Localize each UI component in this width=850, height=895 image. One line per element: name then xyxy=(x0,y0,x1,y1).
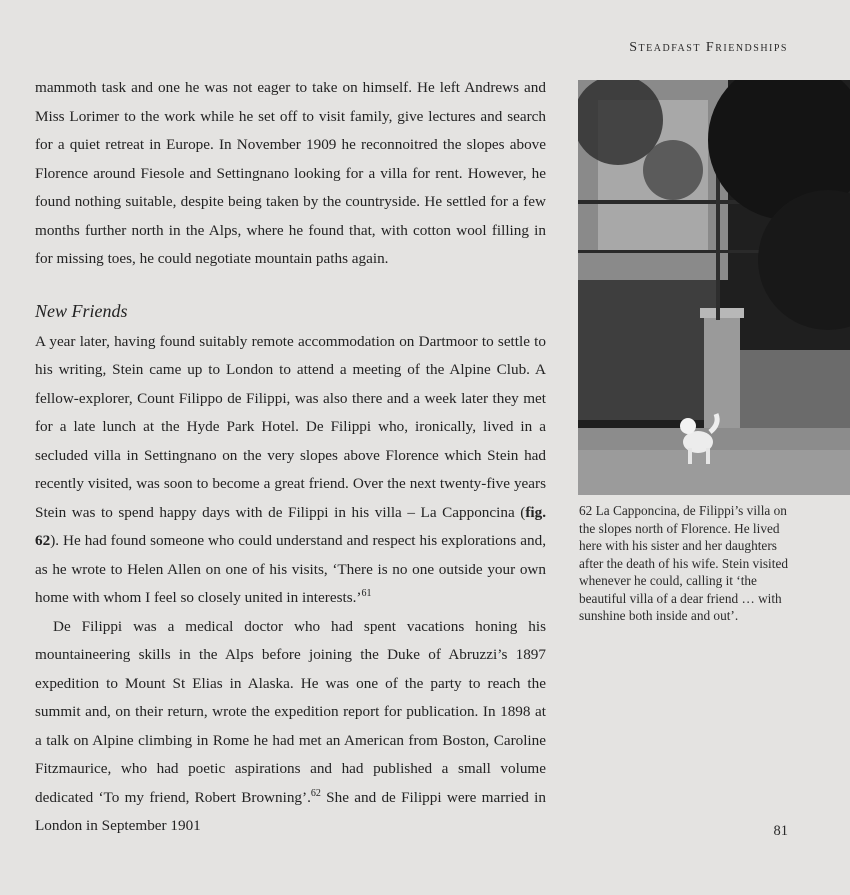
body-text xyxy=(35,74,546,841)
page-number: 81 xyxy=(773,823,788,839)
figure-reference: fig. 62 xyxy=(35,503,546,549)
paragraph-3-text-b: She and de Filippi were married in London in September 1901 xyxy=(35,788,546,834)
endnote-62: 62 xyxy=(310,787,321,799)
paragraph-3-text-a: De Filippi was a medical doctor who had spent vacations honing his mountaineering skills in the Alps before joining the Duke of Abruzzi’s 1897 expedition to Mount St Elias in Alaska. He was one of the party to reach the summit and, on their return, wrote the expedition report for publication. In 1898 at a talk on Alpine climbing in Rome he had met an American from Boston, Caroline Fitzmaurice, who had poetic aspirations and had published a small volume dedicated ‘To my friend, Robert Browning’. xyxy=(35,617,546,806)
villa-photograph xyxy=(578,80,850,495)
paragraph-3 xyxy=(35,613,546,841)
paragraph-2-text-a: A year later, having found suitably remote accommodation on Dartmoor to settle to his writing, Stein came up to London to attend a meeting of the Alpine Club. A fellow-explorer, Count Filippo de Filippi, was also there and a week later they met for a late lunch at the Hyde Park Hotel. De Filippi who, ironically, lived in a secluded villa in Settingnano on the very slopes above Florence which Stein had recently visited, was soon to become a great friend. Over the next twenty-five years Stein was to spend happy days with de Filippi in his villa – La Capponcina ( xyxy=(35,332,546,521)
paragraph-2-text-b: ). He had found someone who could understand and respect his explorations and, as he wrote to Helen Allen on one of his visits, ‘There is no one outside your own home with whom I feel so closely united in interests.’ xyxy=(35,532,546,606)
paragraph-2 xyxy=(35,328,546,613)
paragraph-1: mammoth task and one he was not eager to take on himself. He left Andrews and Miss Lorimer to the work while he set off to visit family, give lectures and search for a quiet retreat in Europe. In November 1909 he reconnoitred the slopes above Florence around Fiesole and Settingnano looking for a villa for rent. However, he found nothing suitable, despite being taken by the countryside. He settled for a few months further north in the Alps, where he found that, with cotton wool filling in for missing toes, he could negotiate mountain paths again. xyxy=(35,79,546,267)
figure-caption: 62 La Capponcina, de Filippi’s villa on the slopes north of Florence. He lived here with his sister and her daughters after the death of his wife. Stein visited whenever he could, calling it ‘the beautiful villa of a dear friend … with sunshine both inside and out’. xyxy=(579,503,788,623)
running-head: Steadfast Friendships xyxy=(629,40,788,55)
section-heading: New Friends xyxy=(35,300,128,321)
endnote-61: 61 xyxy=(361,587,372,599)
